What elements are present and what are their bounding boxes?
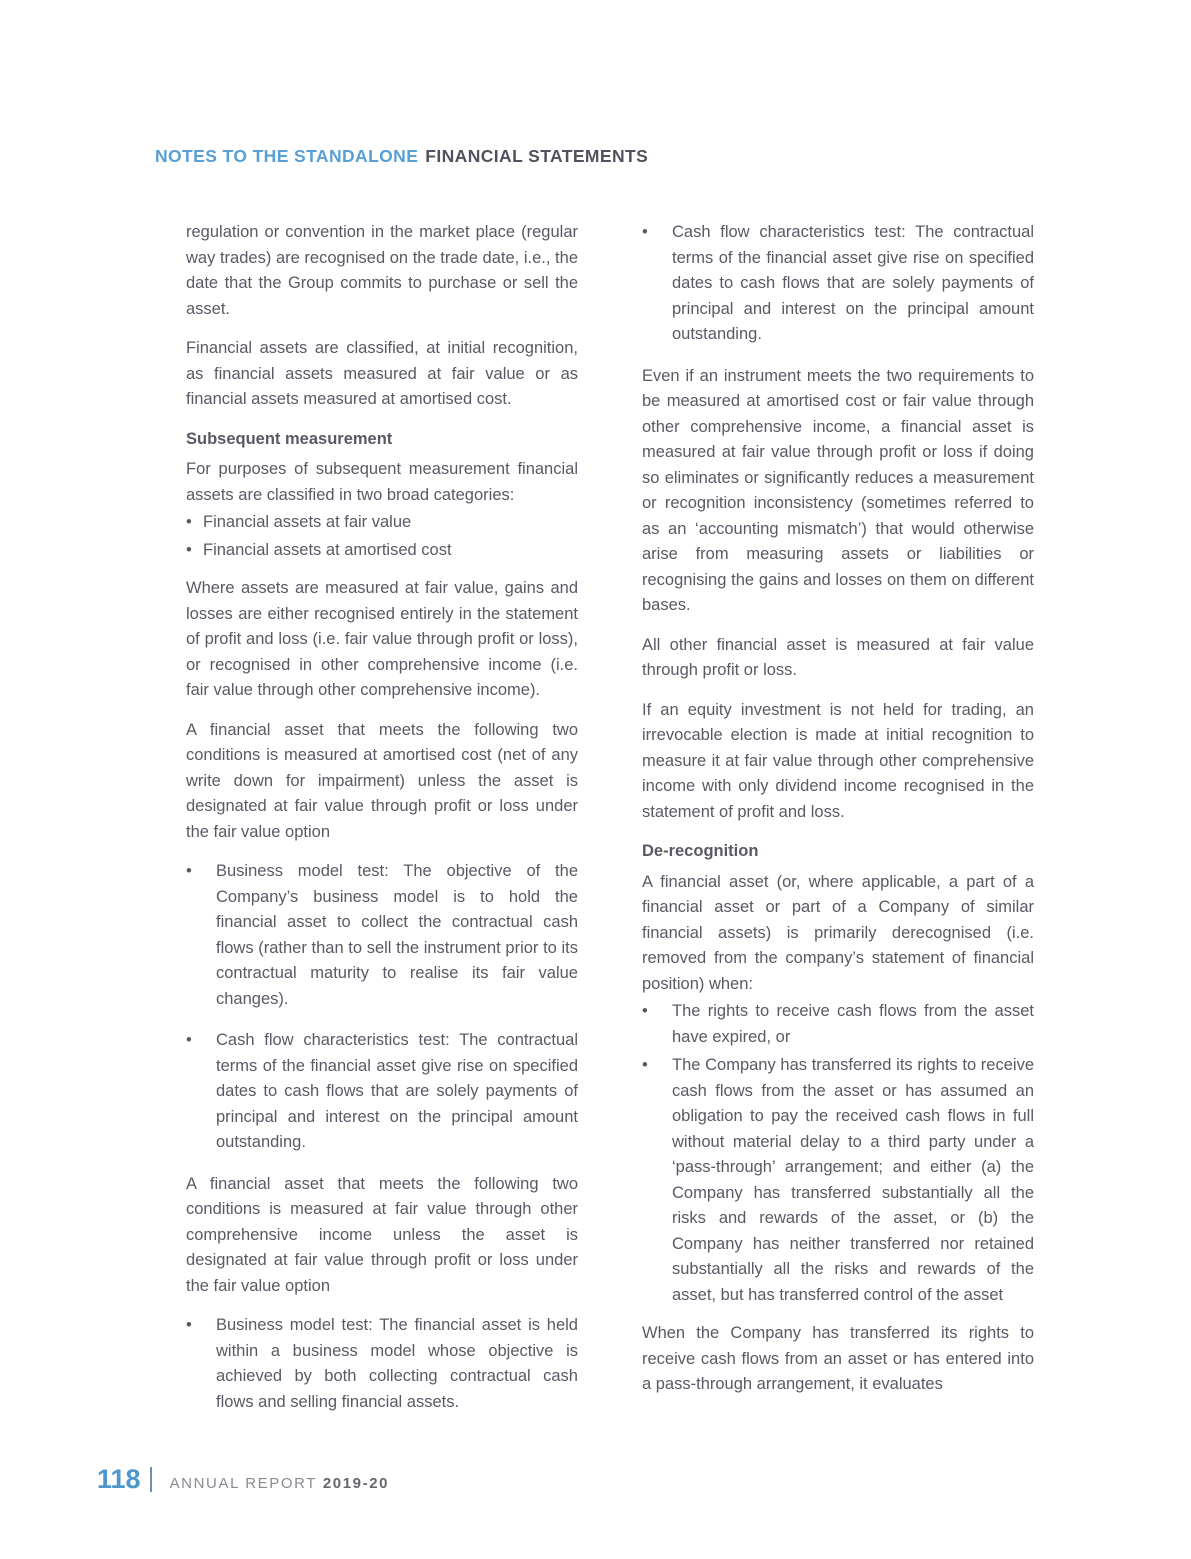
bullet-marker: • xyxy=(642,223,648,241)
paragraph: Where assets are measured at fair value, gains and losses are either recognised entirely in the statement of profit and loss (i.e. fair value through profit or loss), or recognised in other comprehensive income (i.e. fair value through other comprehensive income). xyxy=(186,579,578,699)
page-header xyxy=(155,146,648,167)
bullet-item xyxy=(186,538,578,564)
bullet-text: Cash flow characteristics test: The contractual terms of the financial asset give rise on specified dates to cash flows that are solely payments of principal and interest on the principal amount outstanding. xyxy=(216,1031,578,1151)
section-heading: De-recognition xyxy=(642,842,759,860)
paragraph: For purposes of subsequent measurement financial assets are classified in two broad categories: xyxy=(186,460,578,504)
footer-report-label: ANNUAL REPORT xyxy=(169,1475,318,1492)
bullet-marker: • xyxy=(186,513,192,531)
bullet-text: Business model test: The financial asset is held within a business model whose objective is achieved by both collecting contractual cash flows and selling financial assets. xyxy=(216,1316,578,1411)
bullet-text: The Company has transferred its rights to receive cash flows from the asset or has assumed an obligation to pay the received cash flows in full without material delay to a third party under a ‘pass-through’ arrangement; and either (a) the Company has transferred substantially all the risks and rewards of the asset, or (b) the Company has neither transferred nor retained substantially all the risks and rewards of the asset, but has transferred control of the asset xyxy=(672,1056,1034,1304)
header-title-dark: FINANCIAL STATEMENTS xyxy=(425,146,649,166)
bullet-item xyxy=(642,999,1034,1050)
bullet-item xyxy=(642,1053,1034,1308)
paragraph: Financial assets are classified, at initial recognition, as financial assets measured at fair value or as financial assets measured at amortised cost. xyxy=(186,339,578,408)
bullet-marker: • xyxy=(186,1316,192,1334)
bullet-item xyxy=(186,1028,578,1156)
bullet-item xyxy=(186,1313,578,1415)
bullet-text: Cash flow characteristics test: The contractual terms of the financial asset give rise on specified dates to cash flows that are solely payments of principal and interest on the principal amount outstanding. xyxy=(672,223,1034,343)
paragraph: If an equity investment is not held for trading, an irrevocable election is made at initial recognition to measure it at fair value through other comprehensive income with only dividend income recognised in the statement of profit and loss. xyxy=(642,700,1034,821)
paragraph: Even if an instrument meets the two requirements to be measured at amortised cost or fair value through other comprehensive income, a financial asset is measured at fair value through profit or loss if doing so eliminates or significantly reduces a measurement or recognition inconsistency (sometimes referred to as an ‘accounting mismatch’) that would otherwise arise from measuring assets or liabilities or recognising the gains and losses on them on different bases. xyxy=(642,366,1034,614)
footer-report-title xyxy=(170,1475,390,1492)
bullet-marker: • xyxy=(186,540,192,559)
bullet-text: The rights to receive cash flows from the asset have expired, or xyxy=(672,1002,1034,1046)
paragraph: All other financial asset is measured at fair value through profit or loss. xyxy=(642,635,1034,679)
footer-report-year: 2019-20 xyxy=(322,1475,390,1492)
page-number: 118 xyxy=(97,1464,141,1494)
bullet-item xyxy=(186,510,578,536)
bullet-marker: • xyxy=(642,1056,648,1074)
paragraph: A financial asset (or, where applicable, a part of a financial asset or part of a Company of similar financial assets) is primarily derecognised (i.e. removed from the company’s statement of financial position) when: xyxy=(642,872,1034,993)
header-title-blue: NOTES TO THE STANDALONE xyxy=(155,146,419,166)
bullet-text: Financial assets at amortised cost xyxy=(203,540,452,559)
bullet-item xyxy=(186,859,578,1012)
right-column xyxy=(642,220,1034,1431)
page-footer xyxy=(97,1464,389,1495)
bullet-marker: • xyxy=(186,1031,192,1049)
paragraph: When the Company has transferred its rights to receive cash flows from an asset or has entered into a pass-through arrangement, it evaluates xyxy=(642,1324,1034,1393)
section-heading: Subsequent measurement xyxy=(186,429,393,448)
bullet-marker: • xyxy=(642,1002,648,1020)
paragraph: A financial asset that meets the following two conditions is measured at amortised cost (net of any write down for impairment) unless the asset is designated at fair value through profit or loss under the fair value option xyxy=(186,720,578,841)
bullet-item xyxy=(642,220,1034,348)
footer-divider xyxy=(150,1467,152,1492)
paragraph: regulation or convention in the market place (regular way trades) are recognised on the trade date, i.e., the date that the Group commits to purchase or sell the asset. xyxy=(186,223,578,318)
text-columns xyxy=(186,220,1034,1431)
left-column xyxy=(186,220,578,1431)
bullet-text: Financial assets at fair value xyxy=(203,513,412,531)
bullet-text: Business model test: The objective of the Company’s business model is to hold the financial asset to collect the contractual cash flows (rather than to sell the instrument prior to its contractual maturity to realise its fair value changes). xyxy=(216,862,578,1008)
paragraph: A financial asset that meets the following two conditions is measured at fair value through other comprehensive income unless the asset is designated at fair value through profit or loss under the fair value option xyxy=(186,1174,578,1295)
bullet-marker: • xyxy=(186,862,192,880)
